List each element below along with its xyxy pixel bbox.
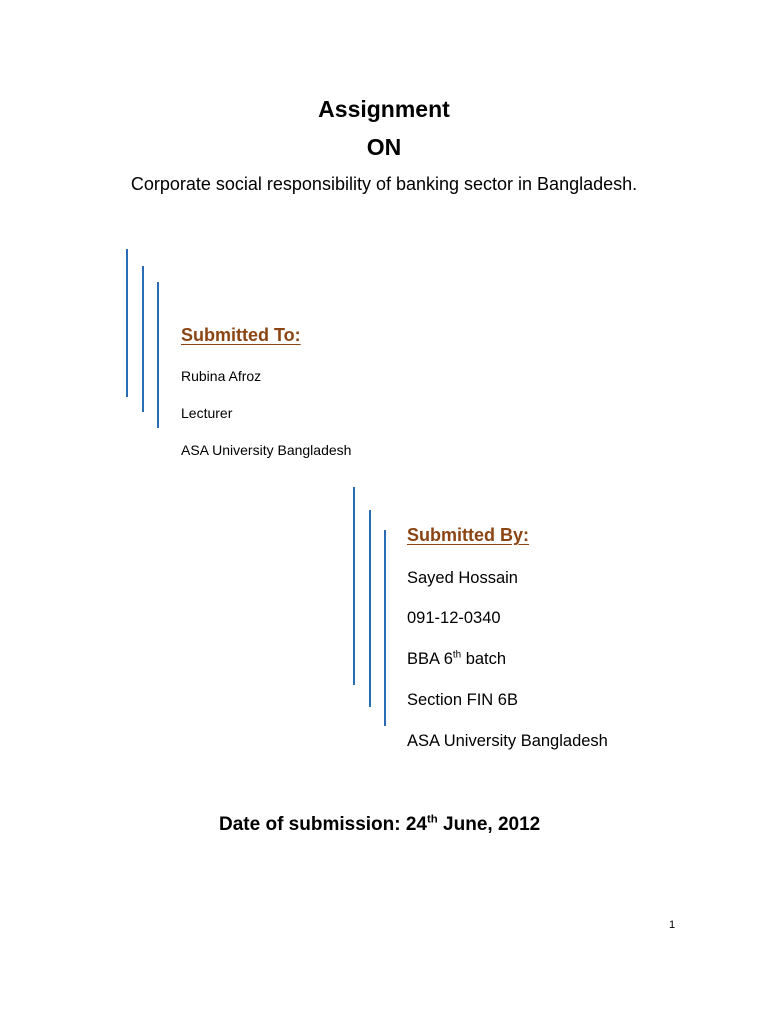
submission-date (219, 812, 540, 838)
date-prefix: Date of submission: 24 (219, 814, 427, 835)
batch-prefix: BBA 6 (407, 650, 453, 668)
accent-line-by-3 (384, 530, 386, 726)
date-ordinal: th (427, 813, 438, 826)
batch-ordinal: th (452, 649, 462, 661)
submitted-to-designation: Lecturer (181, 405, 233, 421)
page-number: 1 (669, 919, 676, 931)
accent-line-to-2 (142, 266, 144, 412)
accent-line-by-2 (369, 510, 371, 707)
submitted-by-batch (407, 648, 506, 670)
batch-suffix: batch (461, 650, 507, 668)
submitted-to-name: Rubina Afroz (181, 368, 262, 384)
submitted-to-heading: Submitted To: (181, 325, 301, 345)
submitted-by-heading: Submitted By: (407, 525, 530, 545)
accent-line-by-1 (353, 487, 355, 685)
submitted-by-id: 091-12-0340 (407, 609, 501, 627)
submitted-by-name: Sayed Hossain (407, 569, 518, 587)
document-subtitle: Corporate social responsibility of banking sector in Bangladesh. (130, 174, 638, 194)
submitted-to-institution: ASA University Bangladesh (181, 442, 352, 458)
accent-line-to-1 (126, 249, 128, 397)
document-title-on: ON (366, 134, 402, 160)
submitted-by-institution: ASA University Bangladesh (407, 732, 608, 750)
accent-line-to-3 (157, 282, 159, 428)
submitted-by-section: Section FIN 6B (407, 691, 518, 709)
date-suffix: June, 2012 (437, 814, 541, 835)
document-title: Assignment (318, 96, 450, 122)
